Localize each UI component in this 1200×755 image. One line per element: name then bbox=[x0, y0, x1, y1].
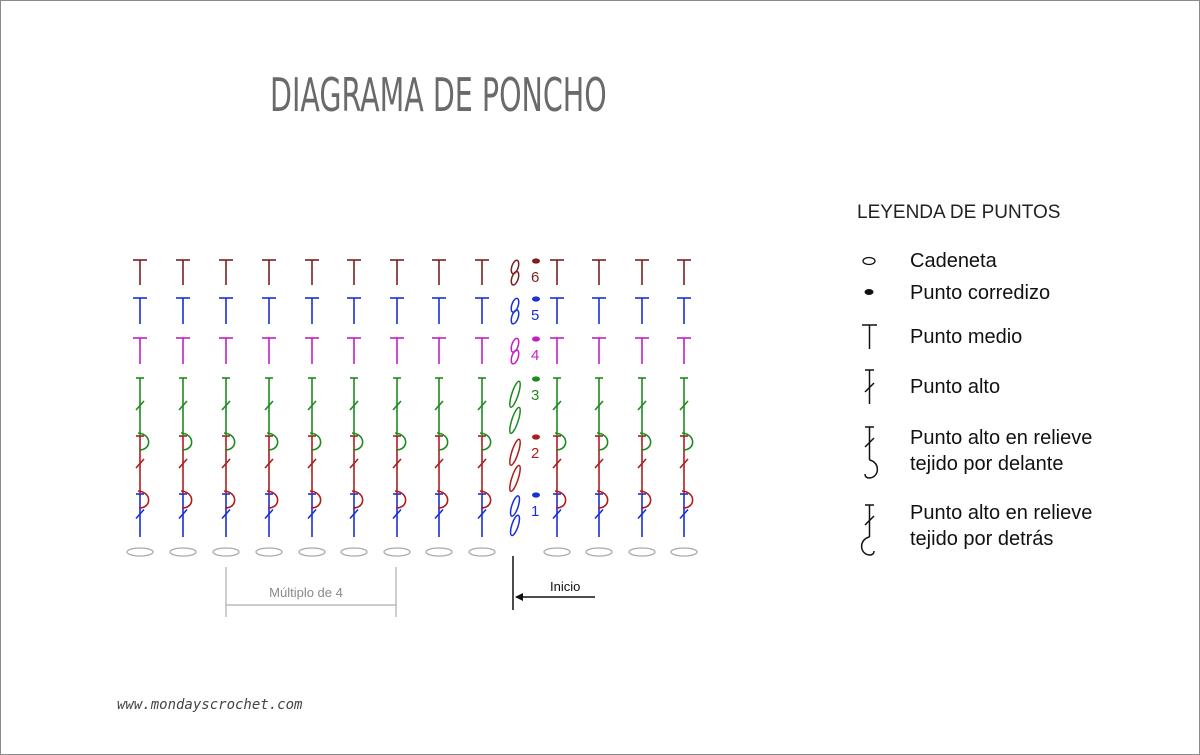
stitch-row-3 bbox=[265, 378, 278, 450]
foundation-chain bbox=[127, 548, 153, 556]
legend-item-back-post-line2: tejido por detrás bbox=[910, 528, 1054, 550]
stitch-row-5 bbox=[219, 298, 233, 324]
stitch-row-4 bbox=[219, 338, 233, 364]
slip-stitch-icon bbox=[865, 289, 874, 295]
stitch-row-5 bbox=[176, 298, 190, 324]
stitch-row-6 bbox=[347, 260, 361, 285]
foundation-chain bbox=[213, 548, 239, 556]
slip-stitch-row-4 bbox=[532, 336, 540, 341]
stitch-row-6 bbox=[635, 260, 649, 285]
row-number: 4 bbox=[531, 347, 540, 364]
foundation-chain bbox=[544, 548, 570, 556]
legend-item-half-double: Punto medio bbox=[910, 326, 1023, 348]
front-post-dc-icon bbox=[865, 427, 877, 478]
slip-stitch-row-5 bbox=[532, 296, 540, 301]
stitch-row-1 bbox=[638, 494, 646, 537]
stitch-row-1 bbox=[265, 494, 273, 537]
stitch-row-4 bbox=[262, 338, 276, 364]
stitch-row-1 bbox=[350, 494, 358, 537]
stitch-row-6 bbox=[432, 260, 446, 285]
chain-icon bbox=[863, 258, 875, 265]
multiple-label: Múltiplo de 4 bbox=[269, 585, 343, 600]
stitch-row-4 bbox=[347, 338, 361, 364]
legend-title: LEYENDA DE PUNTOS bbox=[857, 202, 1061, 223]
stitch-row-4 bbox=[133, 338, 147, 364]
stitch-row-6 bbox=[592, 260, 606, 285]
back-post-dc-icon bbox=[862, 505, 874, 555]
stitch-grid bbox=[127, 258, 697, 556]
turning-chain-row-5 bbox=[510, 297, 521, 324]
legend-symbols bbox=[850, 245, 890, 575]
row-number: 5 bbox=[531, 307, 540, 324]
crochet-diagram bbox=[110, 240, 830, 620]
stitch-row-4 bbox=[635, 338, 649, 364]
stitch-row-1 bbox=[435, 494, 443, 537]
stitch-row-5 bbox=[305, 298, 319, 324]
foundation-chain bbox=[629, 548, 655, 556]
row-number: 1 bbox=[531, 503, 540, 520]
stitch-row-3 bbox=[638, 378, 651, 450]
foundation-chain bbox=[256, 548, 282, 556]
half-double-crochet-icon bbox=[862, 325, 877, 349]
stitch-row-1 bbox=[136, 494, 144, 537]
foundation-chain bbox=[469, 548, 495, 556]
start-arrowhead bbox=[515, 593, 523, 601]
stitch-row-1 bbox=[308, 494, 316, 537]
stitch-row-5 bbox=[390, 298, 404, 324]
stitch-row-6 bbox=[550, 260, 564, 285]
stitch-row-1 bbox=[680, 494, 688, 537]
foundation-chain bbox=[170, 548, 196, 556]
stitch-row-3 bbox=[308, 378, 321, 450]
stitch-row-3 bbox=[136, 378, 149, 450]
row-number: 3 bbox=[531, 387, 540, 404]
stitch-row-3 bbox=[478, 378, 491, 450]
stitch-row-4 bbox=[592, 338, 606, 364]
stitch-row-3 bbox=[350, 378, 363, 450]
stitch-row-5 bbox=[635, 298, 649, 324]
stitch-row-3 bbox=[435, 378, 448, 450]
stitch-row-3 bbox=[595, 378, 608, 450]
slip-stitch-row-3 bbox=[532, 376, 540, 381]
stitch-row-6 bbox=[475, 260, 489, 285]
stitch-row-6 bbox=[176, 260, 190, 285]
start-label: Inicio bbox=[550, 579, 581, 594]
double-crochet-icon bbox=[865, 370, 874, 404]
legend-item-double: Punto alto bbox=[910, 376, 1001, 398]
stitch-row-5 bbox=[592, 298, 606, 324]
stitch-row-5 bbox=[550, 298, 564, 324]
stitch-row-1 bbox=[595, 494, 603, 537]
legend-item-slip-stitch: Punto corredizo bbox=[910, 282, 1051, 304]
stitch-row-3 bbox=[179, 378, 192, 450]
foundation-chain bbox=[586, 548, 612, 556]
legend-item-back-post-line1: Punto alto en relieve bbox=[910, 502, 1093, 524]
stitch-row-5 bbox=[677, 298, 691, 324]
stitch-row-5 bbox=[475, 298, 489, 324]
stitch-row-5 bbox=[432, 298, 446, 324]
foundation-chain bbox=[384, 548, 410, 556]
turning-chain-row-2 bbox=[508, 438, 522, 492]
stitch-row-1 bbox=[553, 494, 561, 537]
row-number: 6 bbox=[531, 269, 540, 286]
website-url: www.mondayscrochet.com bbox=[117, 697, 303, 713]
turning-chain-row-4 bbox=[510, 337, 521, 364]
foundation-chain bbox=[341, 548, 367, 556]
foundation-chain bbox=[671, 548, 697, 556]
stitch-row-6 bbox=[305, 260, 319, 285]
turning-chain-row-3 bbox=[508, 380, 522, 434]
row-number: 2 bbox=[531, 445, 540, 462]
stitch-row-6 bbox=[677, 260, 691, 285]
stitch-row-4 bbox=[432, 338, 446, 364]
stitch-row-6 bbox=[390, 260, 404, 285]
stitch-row-3 bbox=[393, 378, 406, 450]
legend-item-chain: Cadeneta bbox=[910, 250, 997, 272]
foundation-chain bbox=[299, 548, 325, 556]
foundation-chain bbox=[426, 548, 452, 556]
stitch-row-4 bbox=[176, 338, 190, 364]
stitch-row-3 bbox=[222, 378, 235, 450]
stitch-row-4 bbox=[390, 338, 404, 364]
slip-stitch-row-1 bbox=[532, 492, 540, 497]
stitch-row-3 bbox=[680, 378, 693, 450]
stitch-row-5 bbox=[262, 298, 276, 324]
stitch-row-5 bbox=[133, 298, 147, 324]
slip-stitch-row-6 bbox=[532, 258, 540, 263]
stitch-row-6 bbox=[133, 260, 147, 285]
stitch-row-6 bbox=[262, 260, 276, 285]
stitch-row-3 bbox=[553, 378, 566, 450]
stitch-row-4 bbox=[305, 338, 319, 364]
slip-stitch-row-2 bbox=[532, 434, 540, 439]
stitch-row-1 bbox=[222, 494, 230, 537]
legend-item-front-post-line2: tejido por delante bbox=[910, 453, 1064, 475]
turning-chain-row-6 bbox=[510, 259, 520, 286]
stitch-row-1 bbox=[478, 494, 486, 537]
turning-chain-row-1 bbox=[509, 495, 522, 536]
page-title: DIAGRAMA DE PONCHO bbox=[270, 68, 607, 122]
stitch-row-1 bbox=[393, 494, 401, 537]
stitch-row-4 bbox=[550, 338, 564, 364]
legend-item-front-post-line1: Punto alto en relieve bbox=[910, 427, 1093, 449]
stitch-row-4 bbox=[475, 338, 489, 364]
stitch-row-6 bbox=[219, 260, 233, 285]
stitch-row-1 bbox=[179, 494, 187, 537]
stitch-row-4 bbox=[677, 338, 691, 364]
stitch-row-5 bbox=[347, 298, 361, 324]
